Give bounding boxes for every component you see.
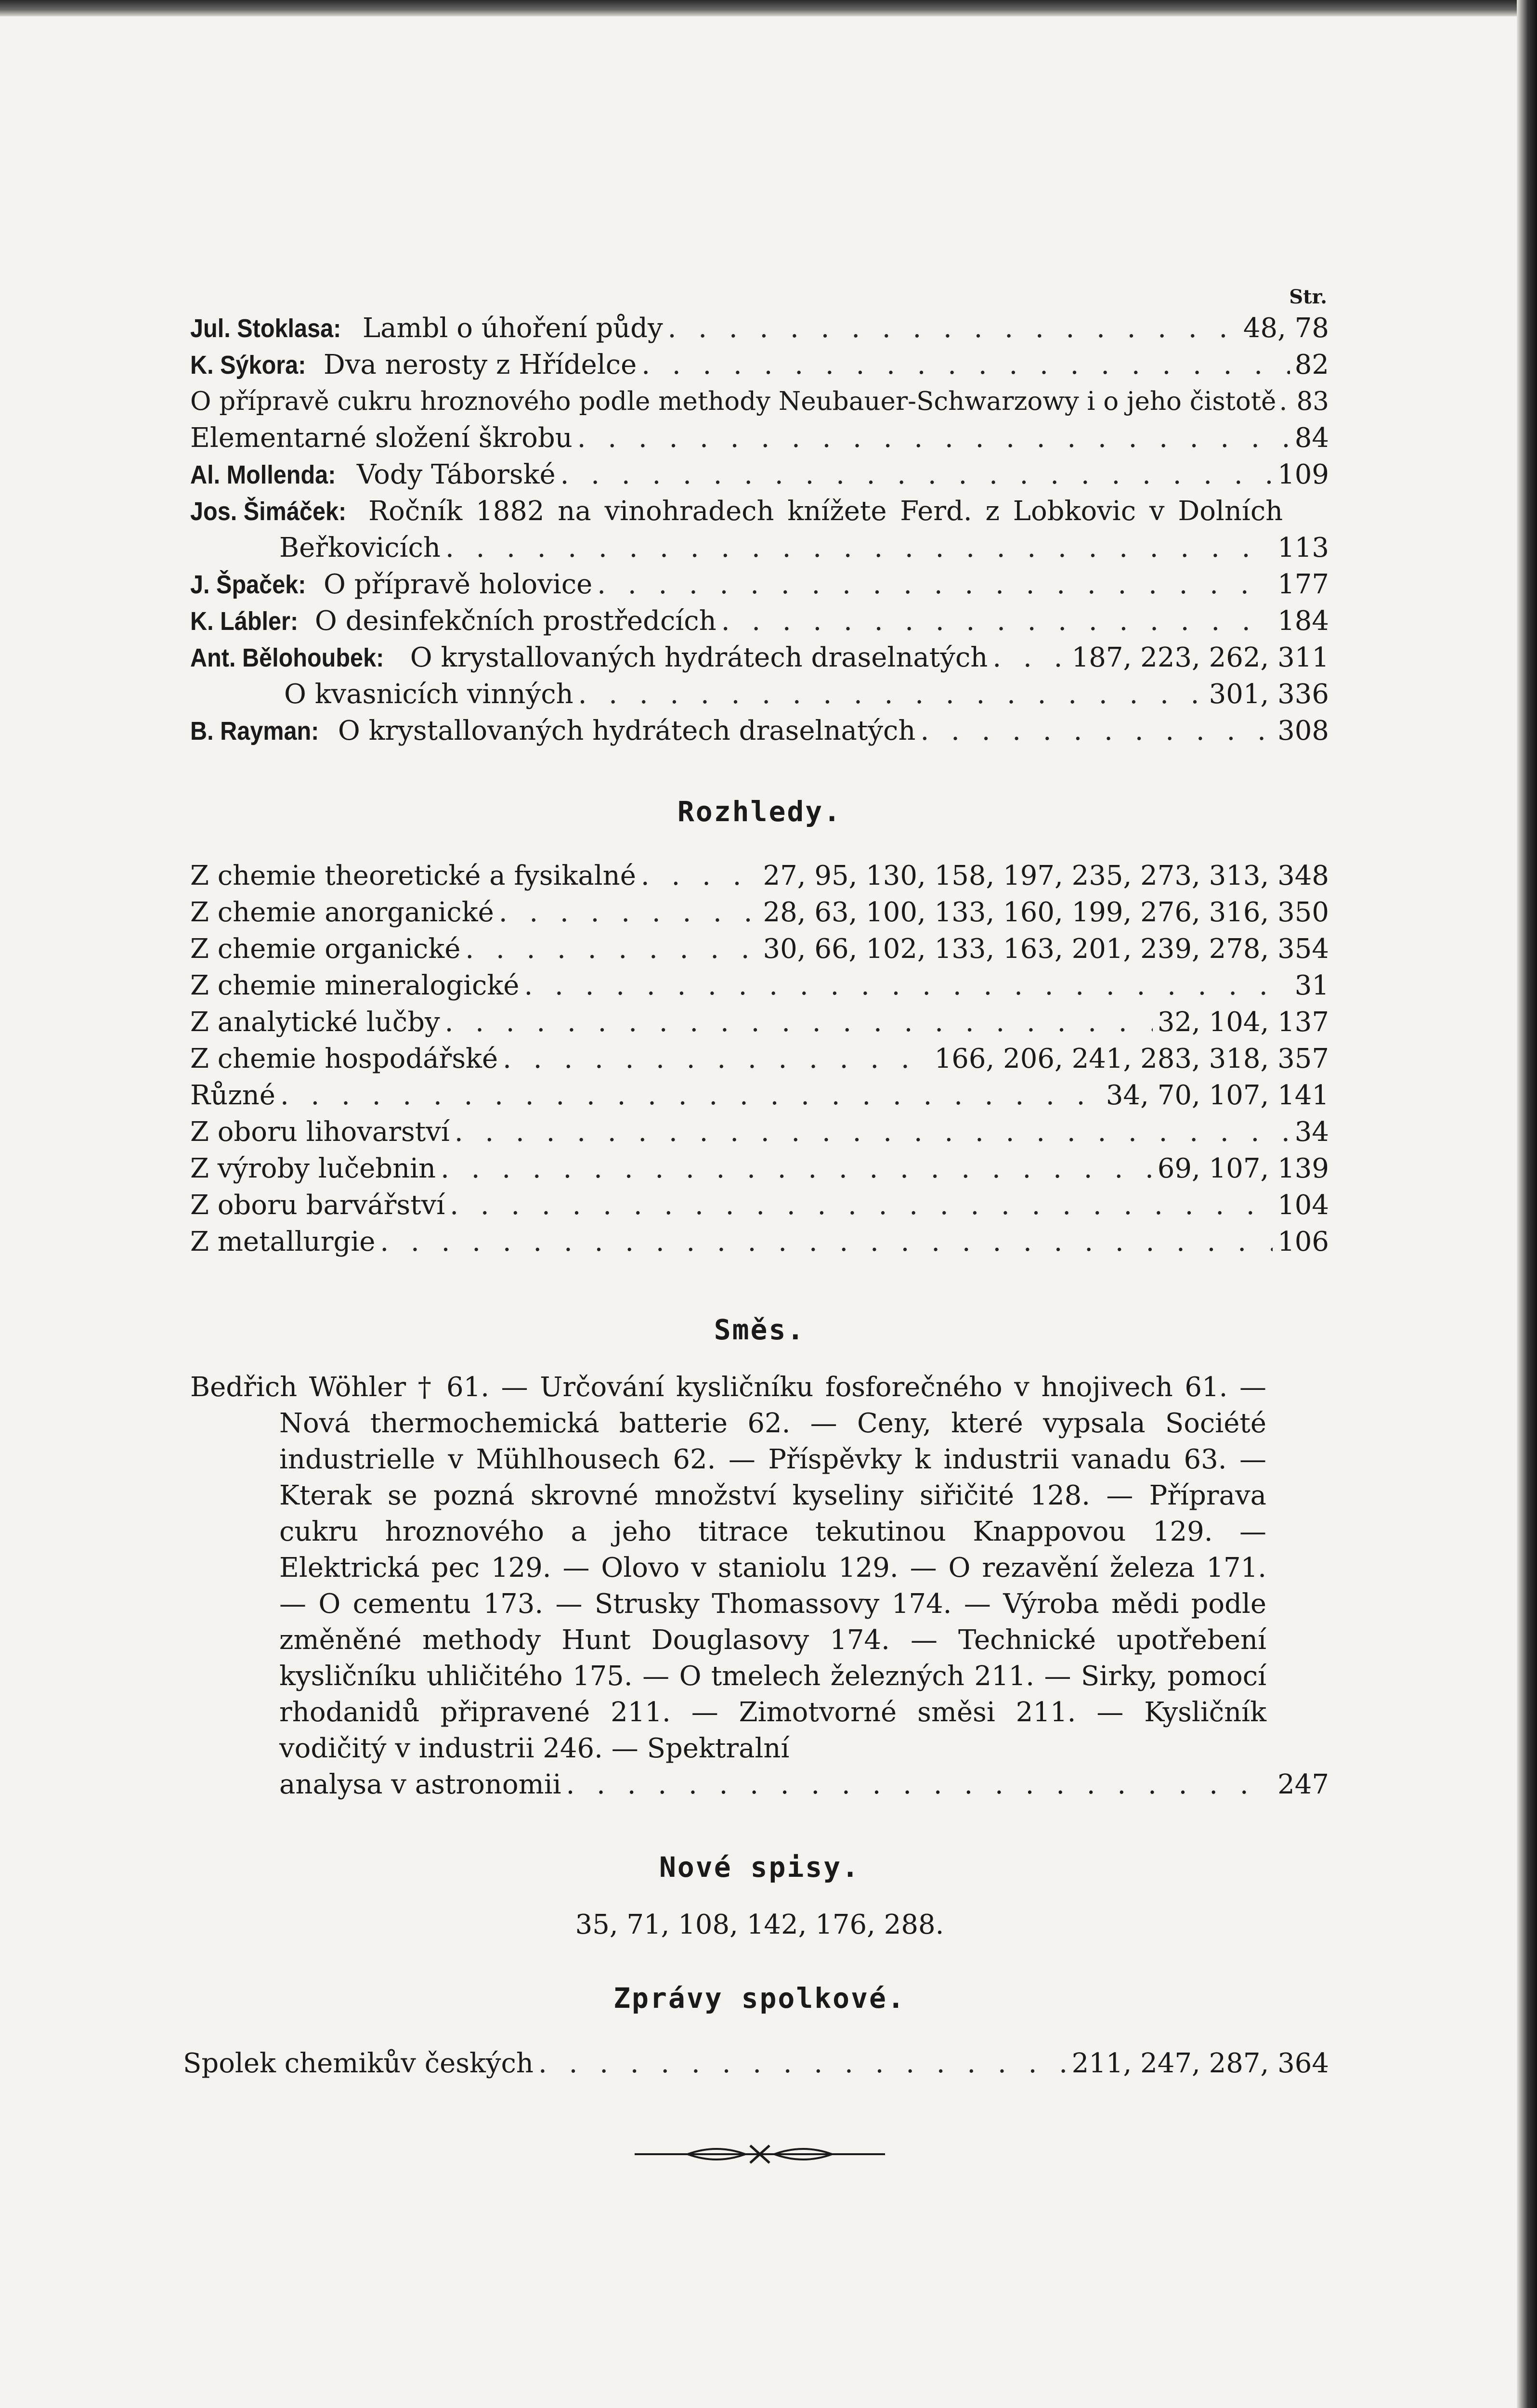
- entry-title: O desinfekčních prostředcích: [314, 605, 716, 637]
- leader-dots: [577, 420, 1290, 457]
- list-item: [190, 1224, 1329, 1260]
- ornamental-divider-icon: [635, 2140, 885, 2169]
- list-item: [190, 858, 1329, 894]
- author-entries: [190, 310, 1329, 749]
- item-title: Z chemie organické: [190, 933, 461, 965]
- list-item: [190, 968, 1329, 1004]
- leader-dots: [380, 1224, 1273, 1260]
- item-pages: 166, 206, 241, 283, 318, 357: [934, 1043, 1329, 1074]
- list-item: [190, 1041, 1329, 1077]
- list-item: [190, 931, 1329, 968]
- str-label: Str.: [1289, 286, 1327, 308]
- smes-last-line: [190, 1767, 1329, 1803]
- rozhledy-entries: [190, 858, 1329, 1260]
- item-title: Z analytické lučby: [190, 1007, 440, 1038]
- leader-dots: [524, 968, 1290, 1004]
- item-pages: 211, 247, 287, 364: [1071, 2048, 1329, 2079]
- leader-dots: [1279, 383, 1293, 420]
- entry-title: O kvasnicích vinných: [284, 679, 573, 710]
- leader-dots: [455, 1114, 1290, 1151]
- entry-row: [190, 603, 1329, 640]
- entry-pages: 301, 336: [1209, 679, 1329, 710]
- entry-author: J. Špaček:: [190, 570, 306, 599]
- list-item: [190, 1004, 1329, 1041]
- leader-dots: [499, 894, 758, 931]
- smes-paragraph: Bedřich Wöhler † 61. — Určování kysličníku fosforečného v hnojivech 61. — Nová thermochemická batterie 62. — Ceny, které vypsala Société industrielle v Mühlhousech 62. — Příspěvky k industrii vanadu 63. — Kterak se pozná skrovné množství kyseliny siřičité 128. — Příprava cukru hroznového a jeho titrace tekutinou Knappovou 129. — Elektrická pec 129. — Olovo v staniolu 129. — O rezavění železa 171. — O cementu 173. — Strusky Thomassovy 174. — Výroba mědi podle změněné methody Hunt Douglasovy 174. — Technické upotřebení kysličníku uhličitého 175. — O tmelech železných 211. — Sirky, pomocí rhodanidů připravené 211. — Zimotvorné směsi 211. — Kysličník vodičitý v industrii 246. — Spektralní: [190, 1372, 1266, 1764]
- leader-dots: [503, 1041, 930, 1077]
- entry-row: [190, 420, 1329, 457]
- entry-title: Vody Táborské: [356, 459, 556, 490]
- item-title: Různé: [190, 1080, 275, 1111]
- list-item: [190, 1151, 1329, 1187]
- entry-title: Ročník 1882 na vinohradech knížete Ferd. z Lobkovic v Dolních: [368, 496, 1283, 527]
- entry-pages: 308: [1277, 715, 1329, 746]
- leader-dots: [566, 1767, 1273, 1803]
- entry-author: K. Lábler:: [190, 607, 299, 636]
- leader-dots: [450, 1187, 1273, 1224]
- list-item: [190, 1114, 1329, 1151]
- entry-pages: 84: [1294, 422, 1329, 454]
- item-pages: 31: [1294, 970, 1329, 1001]
- entry-row: [190, 493, 1329, 530]
- section-heading-nove-spisy: Nové spisy.: [659, 1851, 860, 1884]
- leader-dots: [641, 347, 1290, 383]
- entry-title: O krystallovaných hydrátech draselnatých: [410, 642, 988, 673]
- item-title: Z chemie hospodářské: [190, 1043, 498, 1074]
- section-heading-smes: Směs.: [714, 1313, 806, 1346]
- section-heading-rozhledy: Rozhledy.: [677, 795, 842, 828]
- entry-author: Ant. Bělohoubek:: [190, 643, 384, 672]
- entry-pages: 113: [1277, 532, 1329, 563]
- item-pages: 104: [1277, 1190, 1329, 1221]
- entry-row: [190, 310, 1329, 347]
- smes-last-title: analysa v astronomii: [279, 1769, 561, 1800]
- entry-row: [190, 347, 1329, 383]
- entry-title: Beřkovicích: [279, 532, 441, 563]
- entry-pages: 177: [1277, 569, 1329, 600]
- entry-row: [190, 566, 1329, 603]
- item-title: Z chemie anorganické: [190, 897, 494, 928]
- item-title: Z chemie mineralogické: [190, 970, 520, 1001]
- entry-title: O přípravě cukru hroznového podle methody Neubauer-Schwarzowy i o jeho čistotě: [190, 387, 1276, 416]
- entry-title: Elementarné složení škrobu: [190, 422, 573, 454]
- smes-last-pages: 247: [1277, 1769, 1329, 1800]
- leader-dots: [992, 640, 1067, 676]
- leader-dots: [441, 1151, 1153, 1187]
- list-item: [190, 894, 1329, 931]
- item-pages: 28, 63, 100, 133, 160, 199, 276, 316, 350: [763, 897, 1329, 928]
- leader-dots: [560, 457, 1273, 493]
- leader-dots: [445, 1004, 1153, 1041]
- entry-author: B. Rayman:: [190, 717, 319, 746]
- entry-pages: 187, 223, 262, 311: [1071, 642, 1329, 673]
- entry-author: Jul. Stoklasa:: [190, 314, 341, 343]
- index-page: [183, 284, 1329, 2169]
- entry-row: [190, 640, 1329, 676]
- entry-author: Al. Mollenda:: [190, 460, 336, 489]
- leader-dots: [280, 1077, 1101, 1114]
- section-heading-zpravy: Zprávy spolkové.: [613, 1982, 906, 2015]
- item-pages: 106: [1277, 1226, 1329, 1257]
- item-pages: 69, 107, 139: [1157, 1153, 1329, 1184]
- item-title: Z chemie theoretické a fysikalné: [190, 860, 636, 891]
- item-pages: 32, 104, 137: [1157, 1007, 1329, 1038]
- entry-author: Jos. Šimáček:: [190, 497, 347, 526]
- item-pages: 34, 70, 107, 141: [1106, 1080, 1329, 1111]
- item-pages: 27, 95, 130, 158, 197, 235, 273, 313, 348: [763, 860, 1329, 891]
- entry-title: O přípravě holovice: [323, 569, 593, 600]
- leader-dots: [578, 676, 1204, 713]
- item-pages: 34: [1294, 1116, 1329, 1148]
- item-title: Z oboru barvářství: [190, 1190, 445, 1221]
- entry-pages: 184: [1277, 605, 1329, 637]
- item-pages: 30, 66, 102, 133, 163, 201, 239, 278, 354: [763, 933, 1329, 965]
- leader-dots: [668, 310, 1238, 347]
- item-title: Z metallurgie: [190, 1226, 376, 1257]
- leader-dots: [465, 931, 758, 968]
- entry-row: [190, 383, 1329, 420]
- entry-pages: 83: [1296, 387, 1329, 416]
- leader-dots: [597, 566, 1273, 603]
- leader-dots: [920, 713, 1273, 749]
- entry-title: Lambl o úhoření půdy: [362, 313, 663, 344]
- entry-pages: 48, 78: [1243, 313, 1329, 344]
- entry-pages: 109: [1277, 459, 1329, 490]
- leader-dots: [538, 2045, 1067, 2082]
- entry-row: [190, 530, 1329, 566]
- list-item: [183, 2045, 1329, 2082]
- list-item: [190, 1077, 1329, 1114]
- entry-author: K. Sýkora:: [190, 351, 306, 380]
- entry-row: [190, 713, 1329, 749]
- list-item: [190, 1187, 1329, 1224]
- scan-edge-top: [0, 0, 1537, 16]
- scan-edge-right: [1517, 0, 1537, 2408]
- entry-row: [190, 457, 1329, 493]
- leader-dots: [445, 530, 1273, 566]
- leader-dots: [721, 603, 1273, 640]
- item-title: Z oboru lihovarství: [190, 1116, 450, 1148]
- entry-title: Dva nerosty z Hřídelce: [323, 349, 637, 380]
- item-title: Spolek chemikův českých: [183, 2048, 534, 2079]
- entry-row: [190, 676, 1329, 713]
- entry-pages: 82: [1294, 349, 1329, 380]
- entry-title: O krystallovaných hydrátech draselnatých: [338, 715, 916, 746]
- leader-dots: [641, 858, 758, 894]
- nove-spisy-pages: 35, 71, 108, 142, 176, 288.: [575, 1909, 944, 1940]
- item-title: Z výroby lučebnin: [190, 1153, 436, 1184]
